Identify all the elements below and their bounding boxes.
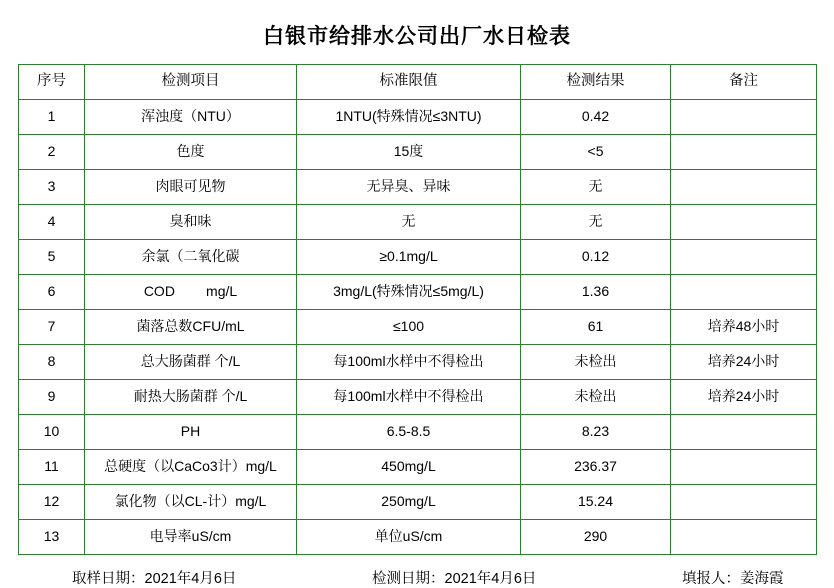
cell-result: 290: [521, 520, 671, 555]
table-header-row: [19, 65, 817, 100]
cell-no: 3: [19, 170, 85, 205]
table-row: [19, 485, 817, 520]
table-row: [19, 310, 817, 345]
cell-result: 无: [521, 205, 671, 240]
report-table-wrapper: [0, 64, 834, 555]
cell-no: 6: [19, 275, 85, 310]
cell-result: 1.36: [521, 275, 671, 310]
cell-no: 4: [19, 205, 85, 240]
table-row: [19, 275, 817, 310]
cell-limit: 15度: [297, 135, 521, 170]
document-footer: [0, 555, 834, 588]
cell-limit: 每100ml水样中不得检出: [297, 380, 521, 415]
table-body: [19, 100, 817, 555]
column-header-no: 序号: [19, 65, 85, 100]
cell-result: 8.23: [521, 415, 671, 450]
cell-note: [671, 170, 817, 205]
table-row: [19, 415, 817, 450]
cell-item: 电导率uS/cm: [85, 520, 297, 555]
cell-note: 培养48小时: [671, 310, 817, 345]
cell-limit: 无: [297, 205, 521, 240]
table-row: [19, 520, 817, 555]
cell-result: 未检出: [521, 380, 671, 415]
test-date: 检测日期：2021年4月6日: [372, 571, 537, 587]
table-row: [19, 380, 817, 415]
cell-item: 总大肠菌群 个/L: [85, 345, 297, 380]
cell-item: PH: [85, 415, 297, 450]
cell-limit: 6.5-8.5: [297, 415, 521, 450]
cell-result: <5: [521, 135, 671, 170]
cell-note: [671, 240, 817, 275]
cell-limit: ≤100: [297, 310, 521, 345]
sampling-date: 取样日期：2021年4月6日: [72, 571, 237, 587]
cell-note: [671, 485, 817, 520]
table-row: [19, 100, 817, 135]
cell-no: 7: [19, 310, 85, 345]
cell-note: [671, 275, 817, 310]
cell-limit: 无异臭、异味: [297, 170, 521, 205]
cell-item: 总硬度（以CaCo3计）mg/L: [85, 450, 297, 485]
cell-limit: 250mg/L: [297, 485, 521, 520]
cell-limit: 单位uS/cm: [297, 520, 521, 555]
cell-note: [671, 205, 817, 240]
cell-no: 12: [19, 485, 85, 520]
cell-note: [671, 135, 817, 170]
cell-result: 0.42: [521, 100, 671, 135]
table-row: [19, 170, 817, 205]
cell-item: 肉眼可见物: [85, 170, 297, 205]
cell-result: 0.12: [521, 240, 671, 275]
column-header-result: 检测结果: [521, 65, 671, 100]
table-row: [19, 345, 817, 380]
cell-result: 无: [521, 170, 671, 205]
cell-item: 浑浊度（NTU）: [85, 100, 297, 135]
table-row: [19, 240, 817, 275]
cell-item: 耐热大肠菌群 个/L: [85, 380, 297, 415]
cell-limit: 450mg/L: [297, 450, 521, 485]
cell-item: 菌落总数CFU/mL: [85, 310, 297, 345]
column-header-note: 备注: [671, 65, 817, 100]
cell-no: 8: [19, 345, 85, 380]
cell-no: 9: [19, 380, 85, 415]
cell-note: [671, 450, 817, 485]
cell-result: 15.24: [521, 485, 671, 520]
cell-no: 13: [19, 520, 85, 555]
cell-item: COD mg/L: [85, 275, 297, 310]
cell-no: 1: [19, 100, 85, 135]
report-table: [18, 64, 817, 555]
column-header-limit: 标准限值: [297, 65, 521, 100]
cell-note: [671, 415, 817, 450]
cell-item: 氯化物（以CL-计）mg/L: [85, 485, 297, 520]
cell-item: 臭和味: [85, 205, 297, 240]
cell-limit: 每100ml水样中不得检出: [297, 345, 521, 380]
cell-limit: 1NTU(特殊情况≤3NTU): [297, 100, 521, 135]
cell-note: 培养24小时: [671, 380, 817, 415]
table-row: [19, 205, 817, 240]
page-title: 白银市给排水公司出厂水日检表: [263, 25, 571, 48]
cell-result: 61: [521, 310, 671, 345]
cell-limit: ≥0.1mg/L: [297, 240, 521, 275]
cell-limit: 3mg/L(特殊情况≤5mg/L): [297, 275, 521, 310]
cell-result: 236.37: [521, 450, 671, 485]
cell-item: 余氯（二氧化碳: [85, 240, 297, 275]
reporter: 填报人：姜海霞: [682, 571, 784, 587]
table-row: [19, 450, 817, 485]
cell-note: [671, 100, 817, 135]
table-header: [19, 65, 817, 100]
cell-note: [671, 520, 817, 555]
cell-no: 11: [19, 450, 85, 485]
cell-note: 培养24小时: [671, 345, 817, 380]
table-row: [19, 135, 817, 170]
column-header-item: 检测项目: [85, 65, 297, 100]
cell-no: 10: [19, 415, 85, 450]
cell-result: 未检出: [521, 345, 671, 380]
cell-no: 2: [19, 135, 85, 170]
cell-item: 色度: [85, 135, 297, 170]
cell-no: 5: [19, 240, 85, 275]
